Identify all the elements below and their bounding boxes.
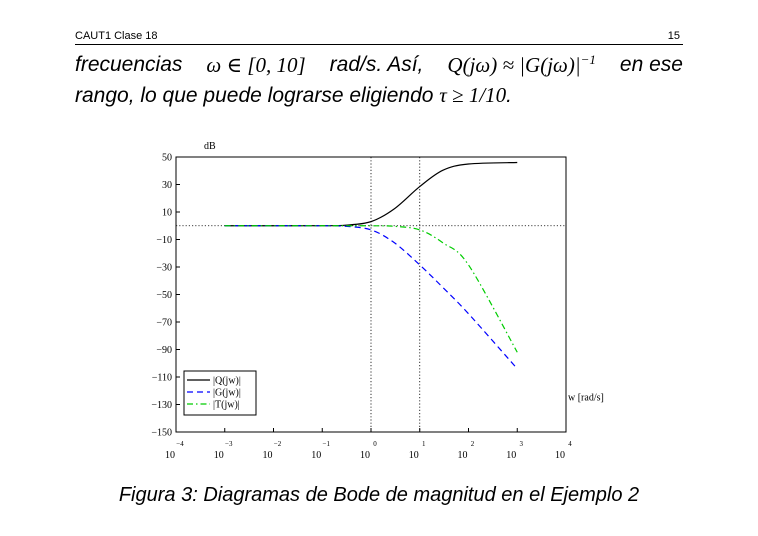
y-tick-label: −30 <box>156 262 172 274</box>
body-word-frecuencias: frecuencias <box>75 53 183 76</box>
x-tick-exponent: 2 <box>470 440 475 448</box>
figure-caption: Figura 3: Diagramas de Bode de magnitud en el Ejemplo 2 <box>118 484 640 506</box>
body-math-approx <box>447 50 595 80</box>
chart-series <box>225 163 518 369</box>
body-math-q-g: Q(jω) ≈ |G(jω)| <box>447 53 581 77</box>
body-line-1 <box>75 50 683 80</box>
x-axis-label: w [rad/s] <box>568 392 604 404</box>
x-tick-base: 10 <box>506 450 517 461</box>
y-tick-label: −130 <box>151 400 172 411</box>
x-tick-base: 10 <box>360 450 370 461</box>
chart-legend <box>184 371 256 415</box>
x-tick-exponent: 3 <box>519 440 523 448</box>
body-math-exponent: −1 <box>580 52 596 67</box>
body-text-rango: rango, lo que puede lograrse eligiendo <box>75 84 434 107</box>
x-tick-base: 10 <box>457 450 468 461</box>
x-tick-base: 10 <box>555 450 565 461</box>
x-tick-exponent: −4 <box>176 440 184 448</box>
y-tick-label: −150 <box>151 427 172 439</box>
y-tick-label: −110 <box>151 372 172 384</box>
header-rule <box>75 44 683 45</box>
x-tick-exponent: 1 <box>422 440 426 448</box>
x-tick-exponent: −2 <box>273 440 282 448</box>
body-line-2 <box>75 80 683 111</box>
x-tick-exponent: −3 <box>225 440 233 448</box>
body-text-period: . <box>506 84 513 107</box>
body-math-range: ω ∈ [0, 10] <box>206 53 306 77</box>
y-tick-label: −70 <box>156 317 172 329</box>
y-tick-label: 50 <box>162 152 172 164</box>
x-tick-base: 10 <box>311 450 322 461</box>
x-tick-base: 10 <box>408 450 419 461</box>
legend-entry-q: |Q(jw)| <box>213 375 241 387</box>
y-tick-label: −90 <box>156 345 172 356</box>
body-text-rads: rad/s. Así, <box>329 53 424 76</box>
legend-entry-g: |G(jw)| <box>213 387 241 399</box>
body-math-tau: τ ≥ 1/10 <box>439 83 507 107</box>
y-axis-label: dB <box>204 141 216 152</box>
x-tick-base: 10 <box>213 450 224 461</box>
bode-magnitude-chart <box>150 135 620 465</box>
x-tick-exponent: 0 <box>373 440 377 448</box>
x-tick-exponent: 4 <box>568 440 572 448</box>
y-tick-label: 10 <box>162 207 172 219</box>
y-tick-label: −50 <box>156 290 172 301</box>
header-course: CAUT1 Clase 18 <box>75 30 158 42</box>
x-tick-exponent: −1 <box>322 440 330 448</box>
legend-entry-t: |T(jw)| <box>213 399 240 411</box>
body-text-en-ese: en ese <box>619 53 683 76</box>
header-page-number: 15 <box>667 30 680 42</box>
x-tick-base: 10 <box>262 450 273 461</box>
series-line-q <box>225 163 518 226</box>
y-tick-label: −10 <box>156 235 172 246</box>
body-paragraph <box>75 50 683 111</box>
x-tick-base: 10 <box>165 450 175 461</box>
y-tick-label: 30 <box>162 180 172 191</box>
